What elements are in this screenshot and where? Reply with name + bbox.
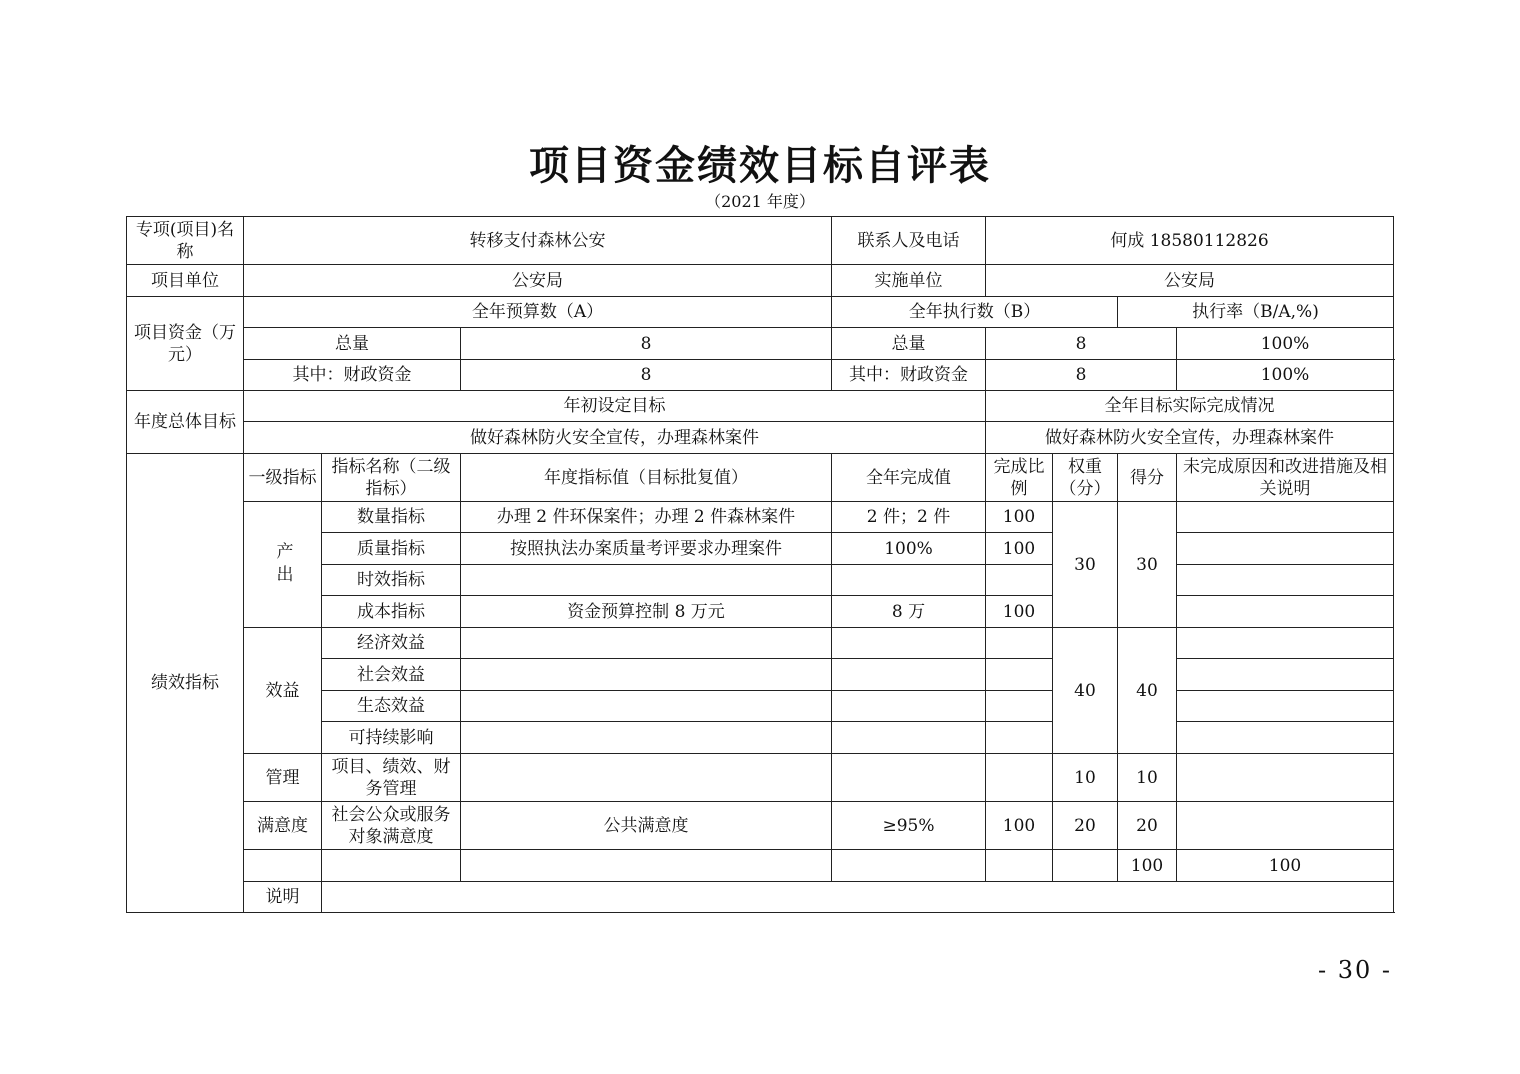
output-target — [461, 565, 832, 596]
output-weight: 30 — [1053, 502, 1118, 628]
project-name-label: 专项(项目)名称 — [127, 217, 244, 265]
satisfaction-target: 公共满意度 — [461, 802, 832, 850]
year-subtitle: （2021 年度） — [705, 192, 815, 211]
output-done: 8 万 — [832, 596, 986, 628]
output-target: 资金预算控制 8 万元 — [461, 596, 832, 628]
page-number: - 30 - — [1317, 956, 1392, 984]
output-target: 按照执法办案质量考评要求办理案件 — [461, 533, 832, 565]
output-ratio — [986, 565, 1053, 596]
benefit-target — [461, 691, 832, 722]
totals-empty — [1053, 850, 1118, 882]
total-exec: 8 — [986, 328, 1177, 360]
benefit-name: 经济效益 — [322, 628, 461, 659]
benefit-target — [461, 722, 832, 754]
benefit-target — [461, 628, 832, 659]
benefit-target — [461, 659, 832, 691]
output-ratio: 100 — [986, 502, 1053, 533]
benefit-score: 40 — [1118, 628, 1177, 754]
benefit-reason — [1177, 722, 1394, 754]
goals-initial-header: 年初设定目标 — [244, 391, 986, 422]
benefit-done — [832, 628, 986, 659]
fiscal-budget: 8 — [461, 360, 832, 391]
satisfaction-reason — [1177, 802, 1394, 850]
totals-empty — [986, 850, 1053, 882]
col-reason: 未完成原因和改进措施及相关说明 — [1177, 454, 1394, 502]
output-name: 成本指标 — [322, 596, 461, 628]
totals-empty — [832, 850, 986, 882]
satisfaction-name: 社会公众或服务对象满意度 — [322, 802, 461, 850]
benefit-label: 效益 — [244, 628, 322, 754]
output-target: 办理 2 件环保案件；办理 2 件森林案件 — [461, 502, 832, 533]
benefit-ratio — [986, 659, 1053, 691]
total-exec-label: 总量 — [832, 328, 986, 360]
output-reason — [1177, 533, 1394, 565]
benefit-name: 社会效益 — [322, 659, 461, 691]
benefit-done — [832, 722, 986, 754]
benefit-name: 可持续影响 — [322, 722, 461, 754]
performance-label: 绩效指标 — [127, 454, 244, 913]
output-ratio: 100 — [986, 596, 1053, 628]
output-score: 30 — [1118, 502, 1177, 628]
col-name: 指标名称（二级指标） — [322, 454, 461, 502]
totals-empty — [322, 850, 461, 882]
totals-empty — [461, 850, 832, 882]
management-ratio — [986, 754, 1053, 802]
satisfaction-ratio: 100 — [986, 802, 1053, 850]
col-weight: 权重（分） — [1053, 454, 1118, 502]
total-rate: 100% — [1177, 328, 1394, 360]
table-row — [127, 502, 1394, 533]
management-reason — [1177, 754, 1394, 802]
satisfaction-done: ≥95% — [832, 802, 986, 850]
col-target: 年度指标值（目标批复值） — [461, 454, 832, 502]
table-row — [127, 802, 1394, 850]
table-row — [127, 754, 1394, 802]
col-level1: 一级指标 — [244, 454, 322, 502]
goals-actual-header: 全年目标实际完成情况 — [986, 391, 1394, 422]
goals-initial: 做好森林防火安全宣传，办理森林案件 — [244, 422, 986, 454]
page-title: 项目资金绩效目标自评表 — [529, 142, 991, 189]
unit-label: 项目单位 — [127, 265, 244, 297]
output-done: 100% — [832, 533, 986, 565]
management-name: 项目、绩效、财务管理 — [322, 754, 461, 802]
benefit-name: 生态效益 — [322, 691, 461, 722]
benefit-done — [832, 691, 986, 722]
output-reason — [1177, 565, 1394, 596]
fiscal-exec-label: 其中：财政资金 — [832, 360, 986, 391]
benefit-ratio — [986, 691, 1053, 722]
unit-value: 公安局 — [244, 265, 832, 297]
output-name: 数量指标 — [322, 502, 461, 533]
satisfaction-label: 满意度 — [244, 802, 322, 850]
output-name: 质量指标 — [322, 533, 461, 565]
output-reason — [1177, 596, 1394, 628]
table-row — [127, 628, 1394, 659]
col-ratio: 完成比例 — [986, 454, 1053, 502]
goals-label: 年度总体目标 — [127, 391, 244, 454]
rate-header: 执行率（B/A,%) — [1118, 297, 1394, 328]
output-ratio: 100 — [986, 533, 1053, 565]
benefit-ratio — [986, 722, 1053, 754]
evaluation-table — [126, 216, 1394, 913]
management-score: 10 — [1118, 754, 1177, 802]
management-done — [832, 754, 986, 802]
fiscal-exec: 8 — [986, 360, 1177, 391]
management-weight: 10 — [1053, 754, 1118, 802]
total-weight: 100 — [1118, 850, 1177, 882]
output-done: 2 件；2 件 — [832, 502, 986, 533]
goals-actual: 做好森林防火安全宣传，办理森林案件 — [986, 422, 1394, 454]
col-score: 得分 — [1118, 454, 1177, 502]
satisfaction-weight: 20 — [1053, 802, 1118, 850]
benefit-reason — [1177, 691, 1394, 722]
impl-label: 实施单位 — [832, 265, 986, 297]
benefit-reason — [1177, 628, 1394, 659]
benefit-ratio — [986, 628, 1053, 659]
management-label: 管理 — [244, 754, 322, 802]
note-label: 说明 — [244, 882, 322, 913]
contact-label: 联系人及电话 — [832, 217, 986, 265]
note-value — [322, 882, 1394, 913]
budget-header: 全年预算数（A） — [244, 297, 832, 328]
satisfaction-score: 20 — [1118, 802, 1177, 850]
impl-value: 公安局 — [986, 265, 1394, 297]
output-done — [832, 565, 986, 596]
output-name: 时效指标 — [322, 565, 461, 596]
management-target — [461, 754, 832, 802]
benefit-weight: 40 — [1053, 628, 1118, 754]
fiscal-rate: 100% — [1177, 360, 1394, 391]
benefit-done — [832, 659, 986, 691]
fiscal-label: 其中：财政资金 — [244, 360, 461, 391]
total-score: 100 — [1177, 850, 1394, 882]
benefit-reason — [1177, 659, 1394, 691]
col-done: 全年完成值 — [832, 454, 986, 502]
output-reason — [1177, 502, 1394, 533]
totals-row — [127, 850, 1394, 882]
project-name-value: 转移支付森林公安 — [244, 217, 832, 265]
contact-value: 何成 18580112826 — [986, 217, 1394, 265]
output-label: 产出 — [244, 502, 322, 628]
totals-empty — [244, 850, 322, 882]
funds-label: 项目资金（万元） — [127, 297, 244, 391]
total-label: 总量 — [244, 328, 461, 360]
total-budget: 8 — [461, 328, 832, 360]
exec-header: 全年执行数（B） — [832, 297, 1118, 328]
